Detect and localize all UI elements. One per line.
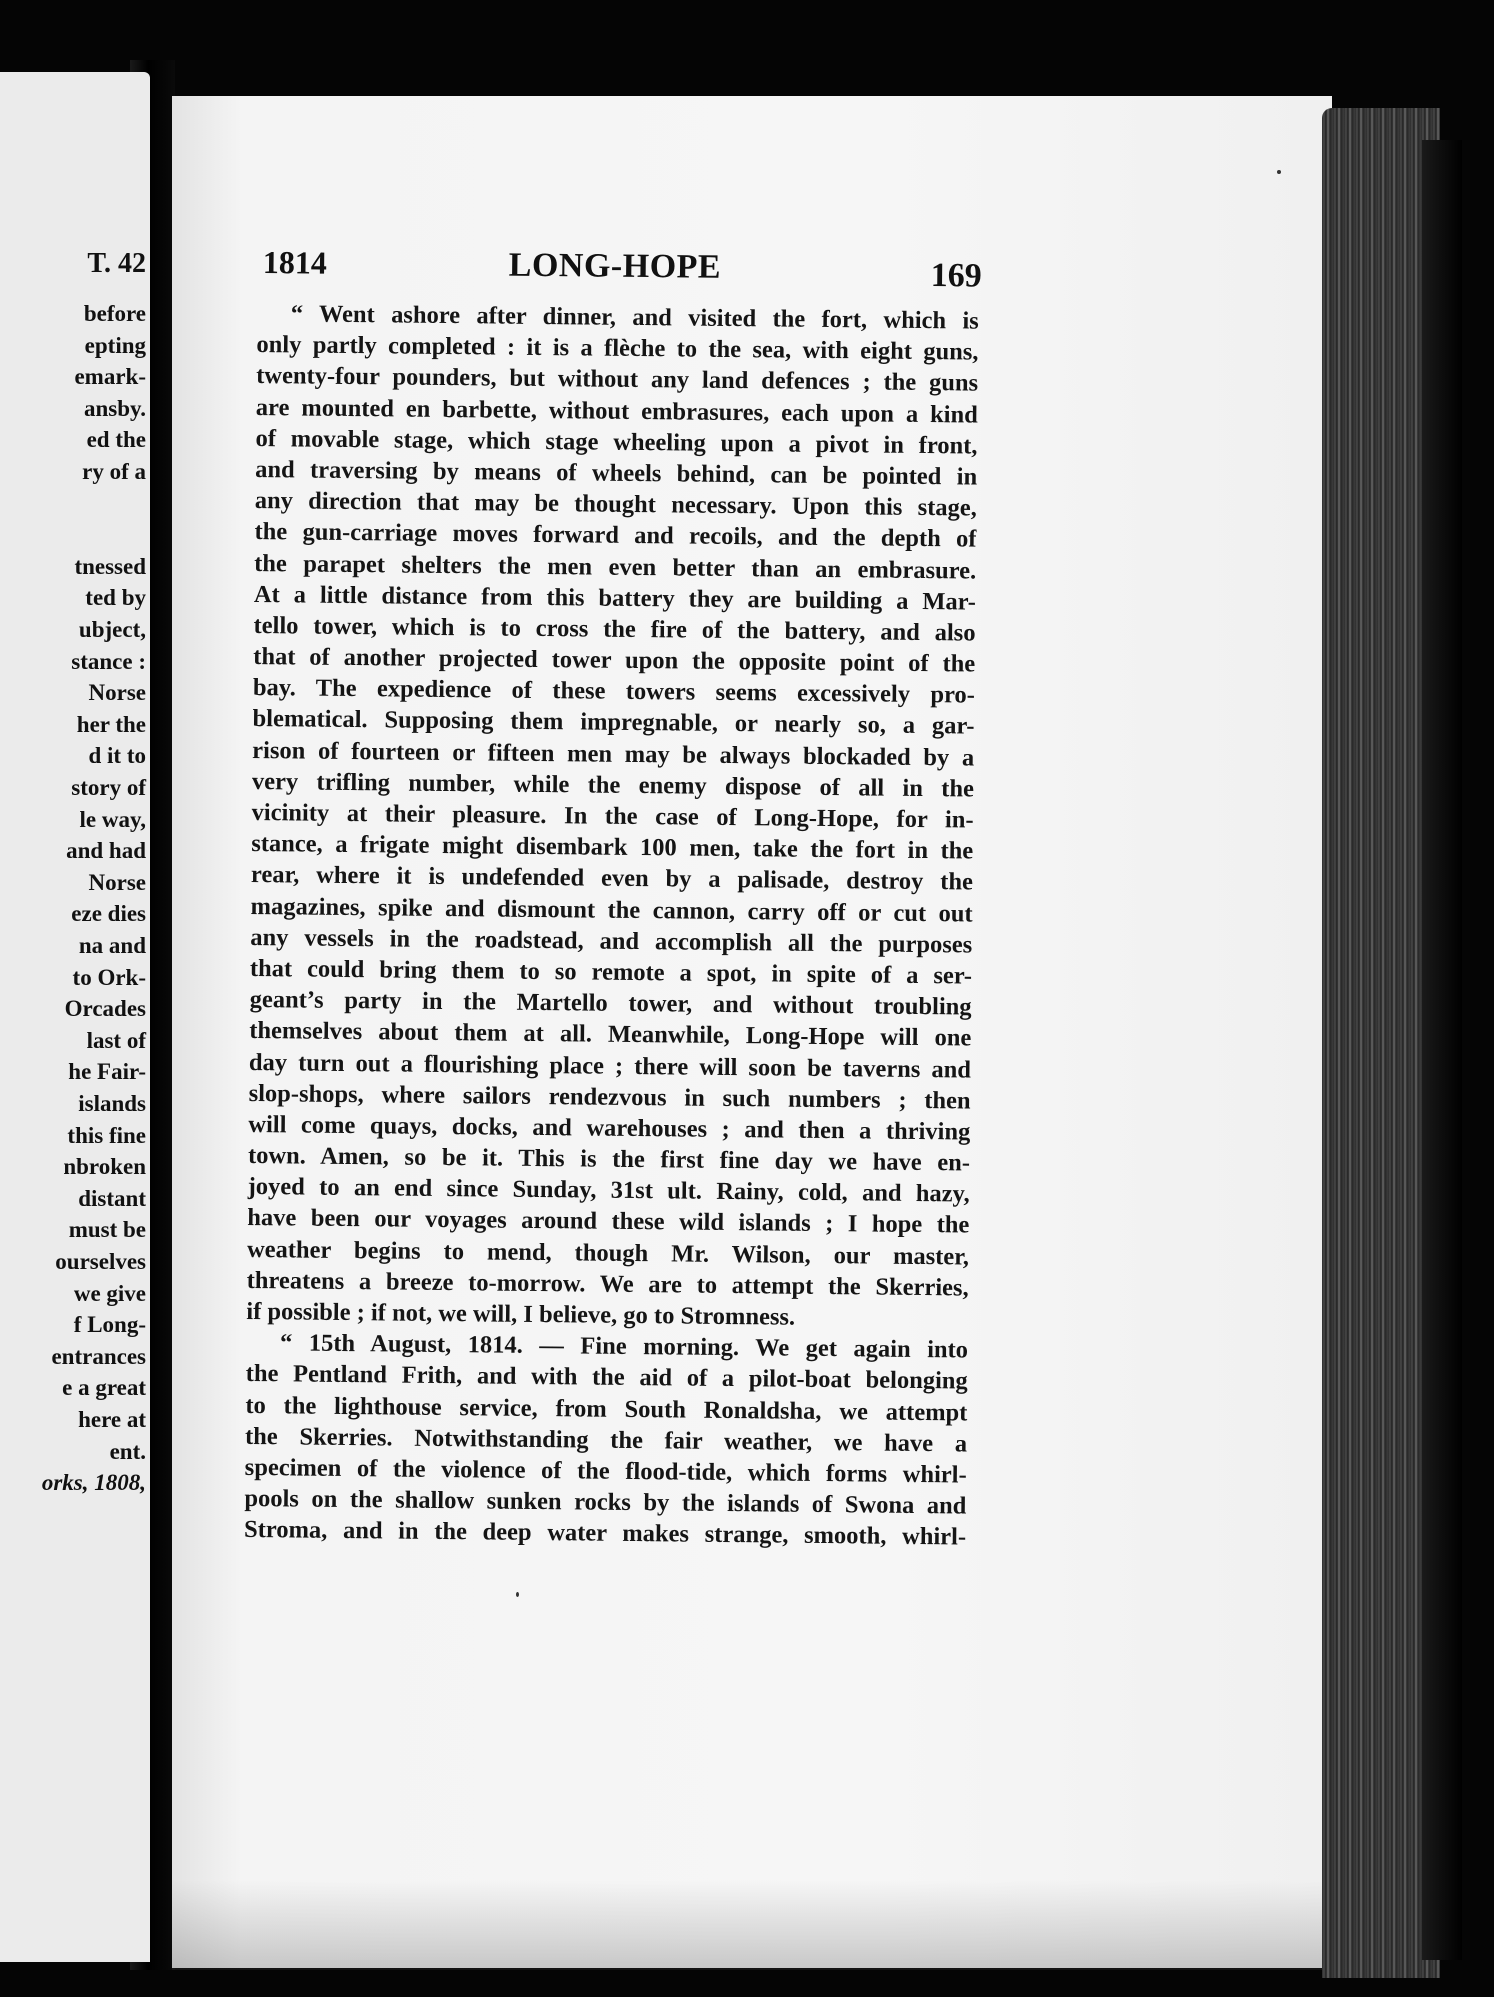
page-number: 169 <box>930 256 982 295</box>
left-page-line: nbroken <box>63 1154 146 1180</box>
text-line: joyed to an end since Sunday, 31st ult. Rainy, cold, and hazy, <box>247 1173 970 1208</box>
book-edge-shadow <box>1422 140 1462 1960</box>
left-page-line: islands <box>78 1091 146 1116</box>
left-page-line: this fine <box>67 1122 146 1148</box>
text-line: to the lighthouse service, from South Ronaldsha, we attempt <box>245 1391 968 1427</box>
text-line: magazines, spike and dismount the cannon, carry off or cut out <box>250 892 973 928</box>
text-line: town. Amen, so be it. This is the first fine day we have en- <box>247 1142 971 1177</box>
text-line: specimen of the violence of the flood-tide, which forms whirl- <box>244 1453 967 1489</box>
left-page-line: tnessed <box>74 553 146 579</box>
text-line: will come quays, docks, and warehouses ; and then a thriving <box>248 1110 971 1146</box>
left-page-line: le way, <box>79 806 146 832</box>
text-line: tello tower, which is to cross the fire of the battery, and also <box>253 611 976 647</box>
left-page-line: he Fair- <box>68 1059 146 1085</box>
text-line: day turn out a flourishing place ; there will soon be taverns and <box>248 1048 972 1084</box>
text-line: vicinity at their pleasure. In the case of Long-Hope, for in- <box>251 798 974 834</box>
left-page-line: story of <box>71 775 146 800</box>
text-line: that could bring them to so remote a spot, in spite of a ser- <box>249 954 973 990</box>
left-page-line: and had <box>66 838 146 864</box>
running-head-year: 1814 <box>262 244 327 281</box>
text-line: rear, where it is undefended even by a palisade, destroy the <box>250 861 974 896</box>
left-page-line: epting <box>84 332 146 358</box>
text-line: weather begins to mend, though Mr. Wilson, our master, <box>246 1235 970 1271</box>
left-page-header: T. 42 <box>87 250 146 278</box>
text-line: At a little distance from this battery they are building a Mar- <box>253 580 977 616</box>
text-line: threatens a breeze to-morrow. We are to attempt the Skerries, <box>246 1266 969 1302</box>
left-page-line: ed the <box>86 427 146 453</box>
left-page-line: Norse <box>88 680 146 706</box>
text-line: pools on the shallow sunken rocks by the islands of Swona and <box>244 1485 967 1520</box>
left-page-line: we give <box>73 1280 146 1306</box>
text-line: of movable stage, which stage wheeling upon a pivot in front, <box>255 424 978 460</box>
speck-mark <box>516 1592 519 1597</box>
left-page-line: emark- <box>74 364 146 390</box>
text-line: and traversing by means of wheels behind, can be pointed in <box>255 455 978 491</box>
text-line: themselves about them at all. Meanwhile, Long-Hope will one <box>249 1017 972 1052</box>
left-page-line: before <box>83 301 146 326</box>
text-line: any direction that may be thought necessary. Upon this stage, <box>254 487 977 522</box>
text-line: very trifling number, while the enemy dispose of all in the <box>251 767 975 803</box>
left-page-line: entrances <box>51 1343 146 1369</box>
text-line: blematical. Supposing them impregnable, or nearly so, a gar- <box>252 705 975 740</box>
left-page-line: to Ork- <box>72 964 146 990</box>
left-page-line: na and <box>78 933 146 958</box>
speck-mark <box>1277 170 1281 174</box>
text-line: twenty-four pounders, but without any land defences ; the guns <box>256 362 979 397</box>
running-head-title: LONG-HOPE <box>508 246 722 286</box>
text-line: rison of fourteen or fifteen men may be always blockaded by a <box>252 736 975 772</box>
text-line: the Pentland Frith, and with the aid of a pilot-boat belonging <box>245 1360 968 1395</box>
left-page-line: Orcades <box>64 996 146 1022</box>
text-line: bay. The expedience of these towers seems excessively pro- <box>252 674 976 709</box>
left-page-line: ry of a <box>82 459 146 484</box>
left-page-line: ubject, <box>78 617 146 642</box>
text-line: are mounted en barbette, without embrasures, each upon a kind <box>255 393 978 429</box>
left-page-line: f Long- <box>73 1312 146 1338</box>
left-page-line: d it to <box>88 743 146 769</box>
text-line: that of another projected tower upon the opposite point of the <box>253 643 976 678</box>
left-page-line: stance : <box>71 648 146 674</box>
running-head <box>263 244 983 296</box>
text-line: have been our voyages around these wild islands ; I hope the <box>247 1204 970 1239</box>
left-page-line: must be <box>68 1217 146 1243</box>
text-line: slop-shops, where sailors rendezvous in such numbers ; then <box>248 1079 971 1115</box>
text-line: any vessels in the roadstead, and accomplish all the purposes <box>250 923 973 959</box>
text-line: the gun-carriage moves forward and recoils, and the depth of <box>254 518 977 553</box>
text-line: geant’s party in the Martello tower, and without troubling <box>249 986 972 1021</box>
body-text <box>244 298 979 1553</box>
text-line: “ 15th August, 1814. — Fine morning. We get again into <box>279 1329 969 1364</box>
left-page-line: eze dies <box>71 901 146 927</box>
text-line: if possible ; if not, we will, I believe, go to Stromness. <box>246 1297 796 1331</box>
left-page-line: her the <box>76 711 146 737</box>
left-page-line: ourselves <box>55 1249 146 1274</box>
text-line: only partly completed : it is a flèche to the sea, with eight guns, <box>256 331 979 366</box>
text-line: “ Went ashore after dinner, and visited the fort, which is <box>290 300 979 335</box>
left-page-line: orks, 1808, <box>41 1470 146 1496</box>
left-page-line: ted by <box>85 585 146 611</box>
left-page-line: ent. <box>109 1438 146 1464</box>
left-page-line: here at <box>78 1407 146 1432</box>
text-line: Stroma, and in the deep water makes strange, smooth, whirl- <box>243 1516 967 1551</box>
left-page-line: ansby. <box>83 395 146 421</box>
text-line: stance, a frigate might disembark 100 men, take the fort in the <box>251 830 974 865</box>
left-page-line: Norse <box>88 869 146 895</box>
text-line: the parapet shelters the men even better than an embrasure. <box>254 549 977 585</box>
left-page-line: e a great <box>62 1375 146 1401</box>
left-page-line: distant <box>78 1185 146 1211</box>
text-line: the Skerries. Notwithstanding the fair weather, we have a <box>244 1422 968 1458</box>
left-page-line: last of <box>86 1027 146 1053</box>
page-bottom-shade <box>172 1880 1332 1970</box>
